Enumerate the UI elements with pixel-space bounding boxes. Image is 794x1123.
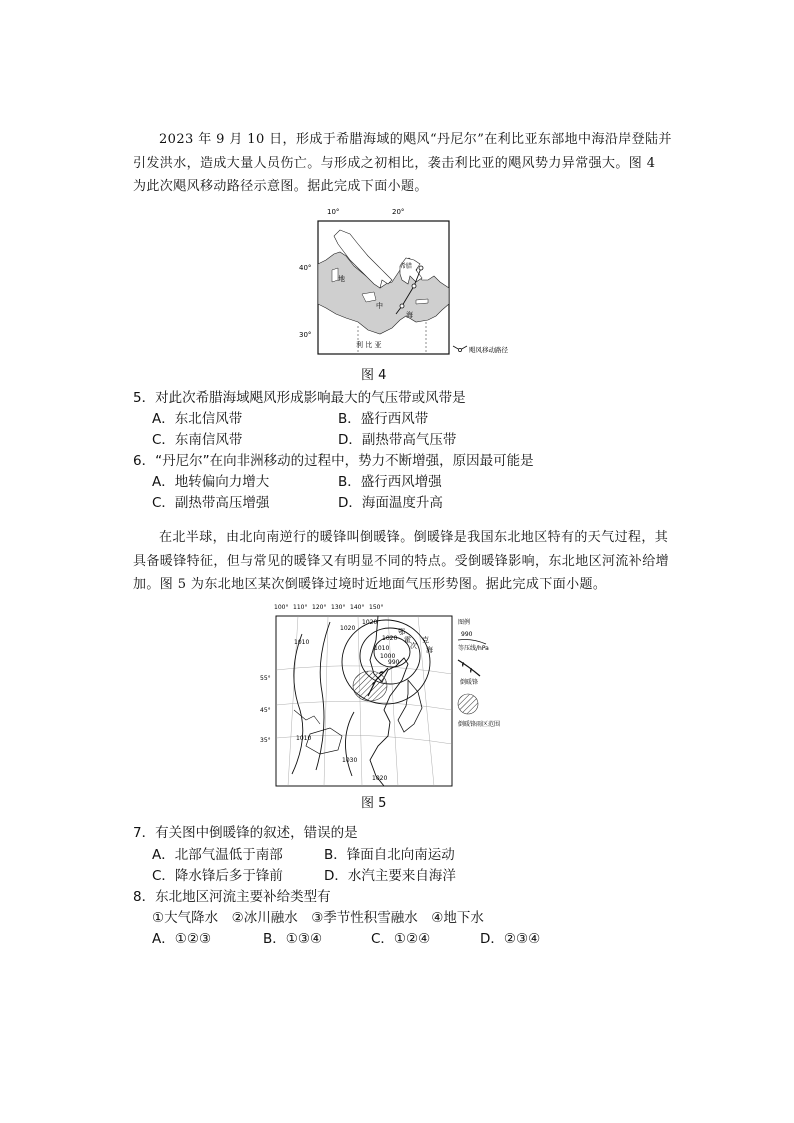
question-8-option-b[interactable]: B．①③④ [263, 931, 323, 947]
question-5-option-a[interactable]: A．东北信风带 [152, 411, 243, 427]
question-8-option-a[interactable]: A．①②③ [152, 931, 212, 947]
fig5-isobar-label: 1020 [362, 619, 378, 626]
question-6-option-c[interactable]: C．副热带高压增强 [152, 495, 270, 511]
question-8-stem: 8．东北地区河流主要补给类型有 [133, 889, 331, 905]
fig5-lon-label: 140° [350, 604, 365, 611]
figure-4-map [296, 204, 536, 364]
fig5-lat-label: 55° [260, 675, 271, 682]
fig5-lat-label: 35° [260, 737, 271, 744]
fig5-legend-isobar-value: 990 [461, 631, 473, 638]
fig5-isobar-label: 1000 [380, 653, 396, 660]
fig5-lon-label: 110° [293, 604, 308, 611]
fig5-legend-isobar-label: 等压线/hPa [458, 645, 489, 652]
fig4-lat-label: 30° [299, 331, 312, 339]
fig5-legend-rain-label: 倒暖锋雨区范围 [458, 721, 501, 728]
fig5-isobar-label: 1030 [342, 757, 358, 764]
fig5-lon-label: 130° [331, 604, 346, 611]
fig5-isobar-label: 1020 [372, 775, 388, 782]
fig5-sea-label: 克 [422, 636, 429, 644]
question-8-items: ①大气降水 ②冰川融水 ③季节性积雪融水 ④地下水 [152, 910, 484, 926]
fig5-lon-label: 100° [274, 604, 289, 611]
question-7-option-a[interactable]: A．北部气温低于南部 [152, 847, 283, 863]
question-8-option-c[interactable]: C．①②④ [371, 931, 431, 947]
question-6-option-a[interactable]: A．地转偏向力增大 [152, 474, 270, 490]
fig4-lon-label: 20° [392, 208, 405, 216]
fig5-lat-label: 45° [260, 707, 271, 714]
fig4-place-label: 利 比 亚 [356, 341, 382, 349]
question-5-option-b[interactable]: B．盛行西风带 [338, 411, 429, 427]
fig5-sea-label: 霍 [404, 636, 411, 644]
fig5-legend-title: 图例 [458, 619, 471, 626]
question-8-option-d[interactable]: D．②③④ [480, 931, 541, 947]
question-7-option-c[interactable]: C．降水锋后多于锋前 [152, 868, 283, 884]
question-6-option-b[interactable]: B．盛行西风增强 [338, 474, 442, 490]
fig5-lon-label: 150° [369, 604, 384, 611]
fig4-lat-label: 40° [299, 264, 312, 272]
question-6-option-d[interactable]: D．海面温度升高 [338, 495, 443, 511]
fig4-place-label: 地 [338, 275, 345, 283]
question-5-stem: 5．对此次希腊海域飓风形成影响最大的气压带或风带是 [133, 390, 466, 406]
fig4-lon-label: 10° [327, 208, 340, 216]
fig4-legend-label: 飓风移动路径 [469, 346, 508, 354]
passage-reverse-warm-front: 在北半球，由北向南逆行的暖锋叫倒暖锋。倒暖锋是我国东北地区特有的天气过程，其具备暖锋特征，但与常见的暖锋又有明显不同的特点。受倒暖锋影响，东北地区河流补给增加。图 5 为东北地区某次倒暖锋过境时近地面气压形势图。据此完成下面小题。 [133, 530, 670, 592]
question-5-option-c[interactable]: C．东南信风带 [152, 432, 243, 448]
fig5-isobar-label: 990 [388, 659, 400, 666]
fig5-sea-label: 海 [426, 646, 433, 654]
fig5-isobar-label: 1010 [296, 735, 312, 742]
fig5-sea-label: 次 [410, 642, 417, 650]
figure-5-caption: 图 5 [361, 796, 387, 811]
fig5-isobar-label: 1010 [374, 645, 390, 652]
fig4-place-label: 海 [406, 311, 413, 319]
question-5-option-d[interactable]: D．副热带高气压带 [338, 432, 457, 448]
figure-4-caption: 图 4 [361, 368, 387, 383]
fig5-legend-front-label: 倒暖锋 [460, 679, 479, 686]
question-7-option-d[interactable]: D．水汽主要来自海洋 [324, 868, 456, 884]
question-7-option-b[interactable]: B．锋面自北向南运动 [324, 847, 455, 863]
fig4-place-label: 中 [376, 302, 383, 310]
fig5-sea-label: 鄂 [398, 628, 405, 636]
figure-5-pressure-map [258, 600, 508, 790]
question-6-stem: 6．“丹尼尔”在向非洲移动的过程中，势力不断增强，原因最可能是 [133, 453, 534, 469]
fig4-place-label: 希腊 [400, 263, 413, 270]
fig5-isobar-label: 1020 [382, 635, 398, 642]
fig5-lon-label: 120° [312, 604, 327, 611]
fig5-isobar-label: 1010 [294, 639, 310, 646]
question-7-stem: 7．有关图中倒暖锋的叙述，错误的是 [133, 825, 358, 841]
passage-hurricane: 2023 年 9 月 10 日，形成于希腊海域的飓风“丹尼尔”在利比亚东部地中海沿岸登陆并引发洪水，造成大量人员伤亡。与形成之初相比，袭击利比亚的飓风势力异常强大。图 4 为此次飓风移动路径示意图。据此完成下面小题。 [133, 132, 672, 194]
fig5-isobar-label: 1020 [340, 625, 356, 632]
